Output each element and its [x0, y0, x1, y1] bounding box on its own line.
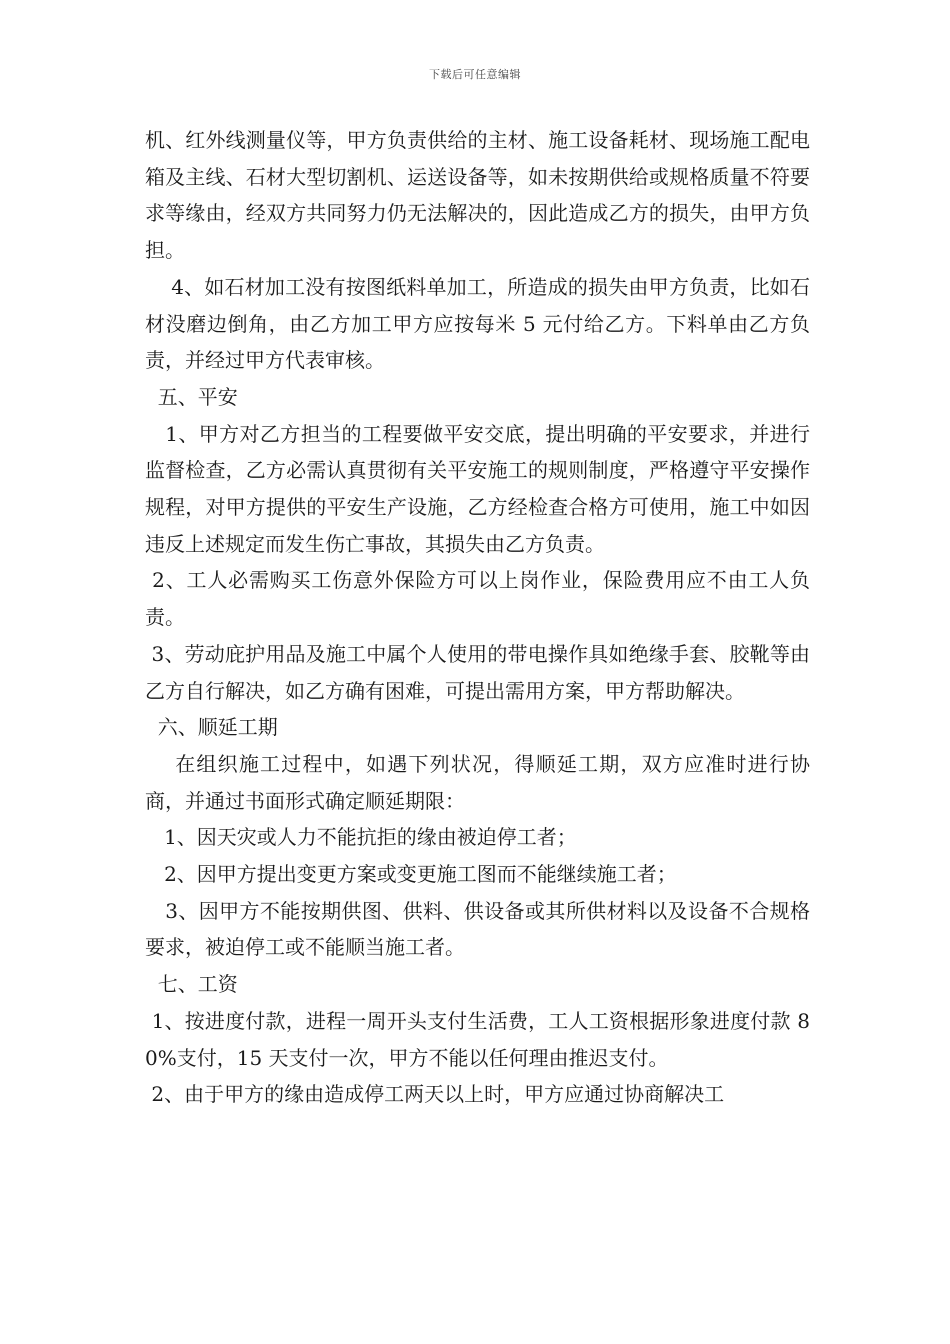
paragraph-safety-clause-1: 1、甲方对乙方担当的工程要做平安交底，提出明确的平安要求，并进行监督检查，乙方必需认真贯彻有关平安施工的规则制度，严格遵守平安操作规程，对甲方提供的平安生产设施，乙方经检查合格方可使用，施工中如因违反上述规定而发生伤亡事故，其损失由乙方负责。	[145, 421, 810, 556]
paragraph-safety-clause-2: 2、工人必需购买工伤意外保险方可以上岗作业，保险费用应不由工人负责。	[145, 568, 810, 630]
section-heading-safety: 五、平安	[145, 384, 238, 409]
paragraph-extension-item-2: 2、因甲方提出变更方案或变更施工图而不能继续施工者；	[145, 862, 677, 887]
paragraph-materials-supply: 机、红外线测量仪等，甲方负责供给的主材、施工设备耗材、现场施工配电箱及主线、石材大型切割机、运送设备等，如未按期供给或规格质量不符要求等缘由，经双方共同努力仍无法解决的，因此造成乙方的损失，由甲方负担。	[145, 128, 810, 263]
paragraph-safety-clause-3: 3、劳动庇护用品及施工中属个人使用的带电操作具如绝缘手套、胶靴等由乙方自行解决，如乙方确有困难，可提出需用方案，甲方帮助解决。	[145, 641, 810, 703]
section-heading-extension: 六、顺延工期	[145, 715, 278, 740]
paragraph-extension-intro: 在组织施工过程中，如遇下列状况，得顺延工期，双方应准时进行协商，并通过书面形式确定顺延期限：	[145, 751, 811, 813]
paragraph-wages-clause-1: 1、按进度付款，进程一周开头支付生活费，工人工资根据形象进度付款 80%支付，15 天支付一次，甲方不能以任何理由推迟支付。	[145, 1008, 810, 1070]
paragraph-extension-item-3: 3、因甲方不能按期供图、供料、供设备或其所供材料以及设备不合规格要求，被迫停工或不能顺当施工者。	[145, 898, 810, 960]
paragraph-wages-clause-2: 2、由于甲方的缘由造成停工两天以上时，甲方应通过协商解决工	[145, 1082, 725, 1107]
document-body	[145, 122, 810, 1113]
page-header-watermark: 下载后可任意编辑	[429, 68, 521, 81]
paragraph-clause-4-stone-processing: 4、如石材加工没有按图纸料单加工，所造成的损失由甲方负责，比如石材没磨边倒角，由乙方加工甲方应按每米 5 元付给乙方。下料单由乙方负责，并经过甲方代表审核。	[145, 274, 810, 373]
paragraph-extension-item-1: 1、因天灾或人力不能抗拒的缘由被迫停工者；	[145, 825, 577, 850]
section-heading-wages: 七、工资	[145, 972, 238, 997]
